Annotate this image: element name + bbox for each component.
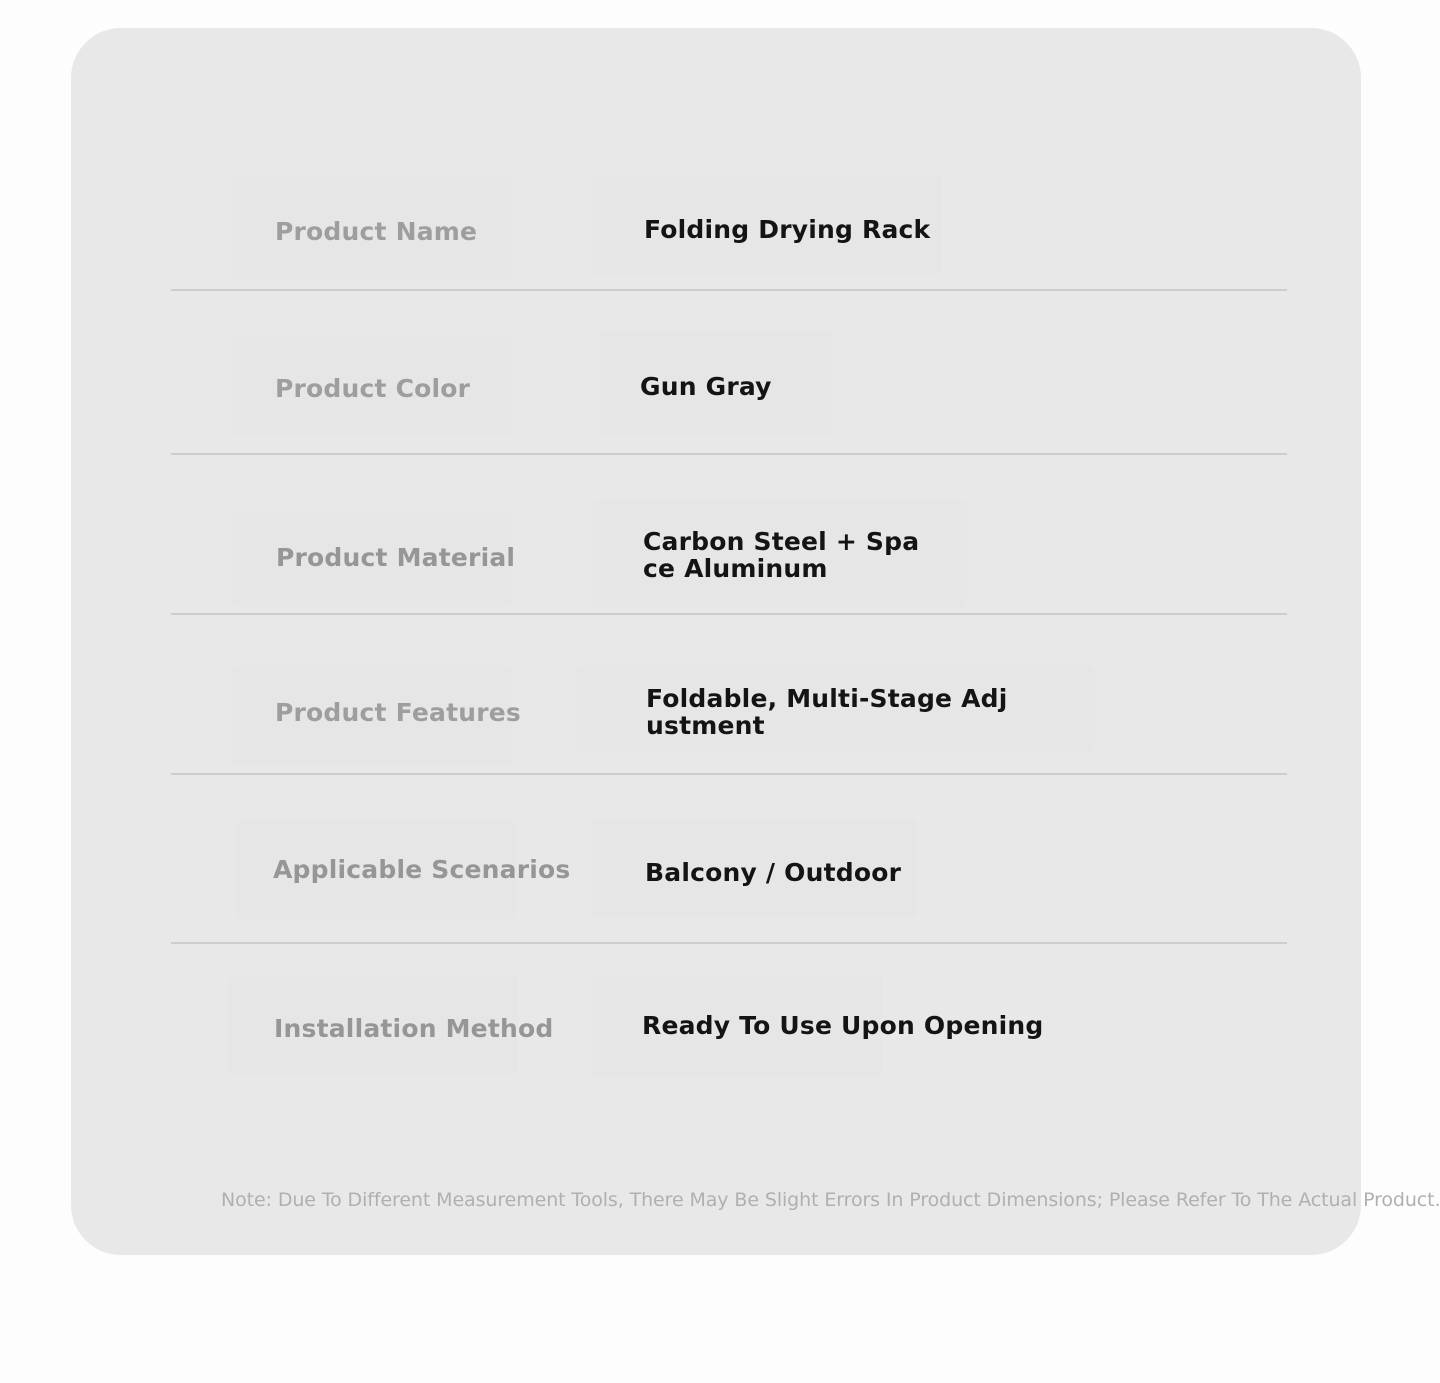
row-divider — [171, 773, 1287, 775]
spec-label-product-material: Product Material — [276, 543, 516, 572]
row-divider — [171, 289, 1287, 291]
spec-label-applicable-scenarios: Applicable Scenarios — [273, 855, 571, 884]
measurement-note: Note: Due To Different Measurement Tools, There May Be Slight Errors In Product Dimensions; Please Refer To The Actual Product. — [221, 1189, 1440, 1211]
spec-value-product-name: Folding Drying Rack — [644, 215, 931, 244]
spec-value-applicable-scenarios: Balcony / Outdoor — [645, 858, 902, 887]
spec-value-installation-method: Ready To Use Upon Opening — [642, 1011, 1044, 1040]
spec-label-installation-method: Installation Method — [274, 1014, 554, 1043]
row-divider — [171, 942, 1287, 944]
spec-label-product-features: Product Features — [275, 698, 521, 727]
spec-label-product-color: Product Color — [275, 374, 471, 403]
spec-value-product-material: Carbon Steel + Spa ce Aluminum — [643, 527, 920, 583]
spec-label-product-name: Product Name — [275, 217, 478, 246]
row-divider — [171, 453, 1287, 455]
spec-value-product-color: Gun Gray — [640, 372, 772, 401]
row-divider — [171, 613, 1287, 615]
spec-value-product-features: Foldable, Multi-Stage Adj ustment — [646, 684, 1008, 740]
